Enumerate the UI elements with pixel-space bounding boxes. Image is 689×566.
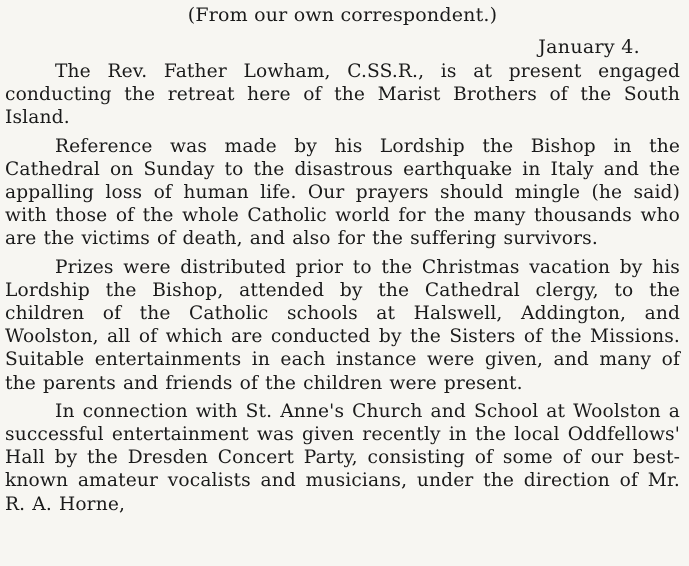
paragraph-entertainment: In connection with St. Anne's Church and School at Woolston a successful entertainment was given recently in the local Oddfellows' Hall by the Dresden Concert Party, consisting of some of our best-known amateur vocalists and musicians, under the direction of Mr. R. A. Horne,	[5, 400, 680, 515]
paragraph-retreat: The Rev. Father Lowham, C.SS.R., is at present engaged conducting the retreat here of the Marist Brothers of the South Island.	[5, 61, 680, 129]
byline: (From our own correspondent.)	[187, 4, 498, 26]
dateline: January 4.	[538, 36, 640, 58]
paragraph-prizes: Prizes were distributed prior to the Christmas vacation by his Lordship the Bishop, attended by the Cathedral clergy, to the children of the Catholic schools at Halswell, Addington, and Woolston, all of which are conducted by the Sisters of the Missions. Suitable entertainments in each instance were given, and many of the parents and friends of the children were present.	[5, 256, 680, 394]
paragraph-earthquake: Reference was made by his Lordship the Bishop in the Cathedral on Sunday to the disastrous earthquake in Italy and the appalling loss of human life. Our prayers should mingle (he said) with those of the whole Catholic world for the many thousands who are the victims of death, and also for the suffering survivors.	[5, 135, 680, 250]
